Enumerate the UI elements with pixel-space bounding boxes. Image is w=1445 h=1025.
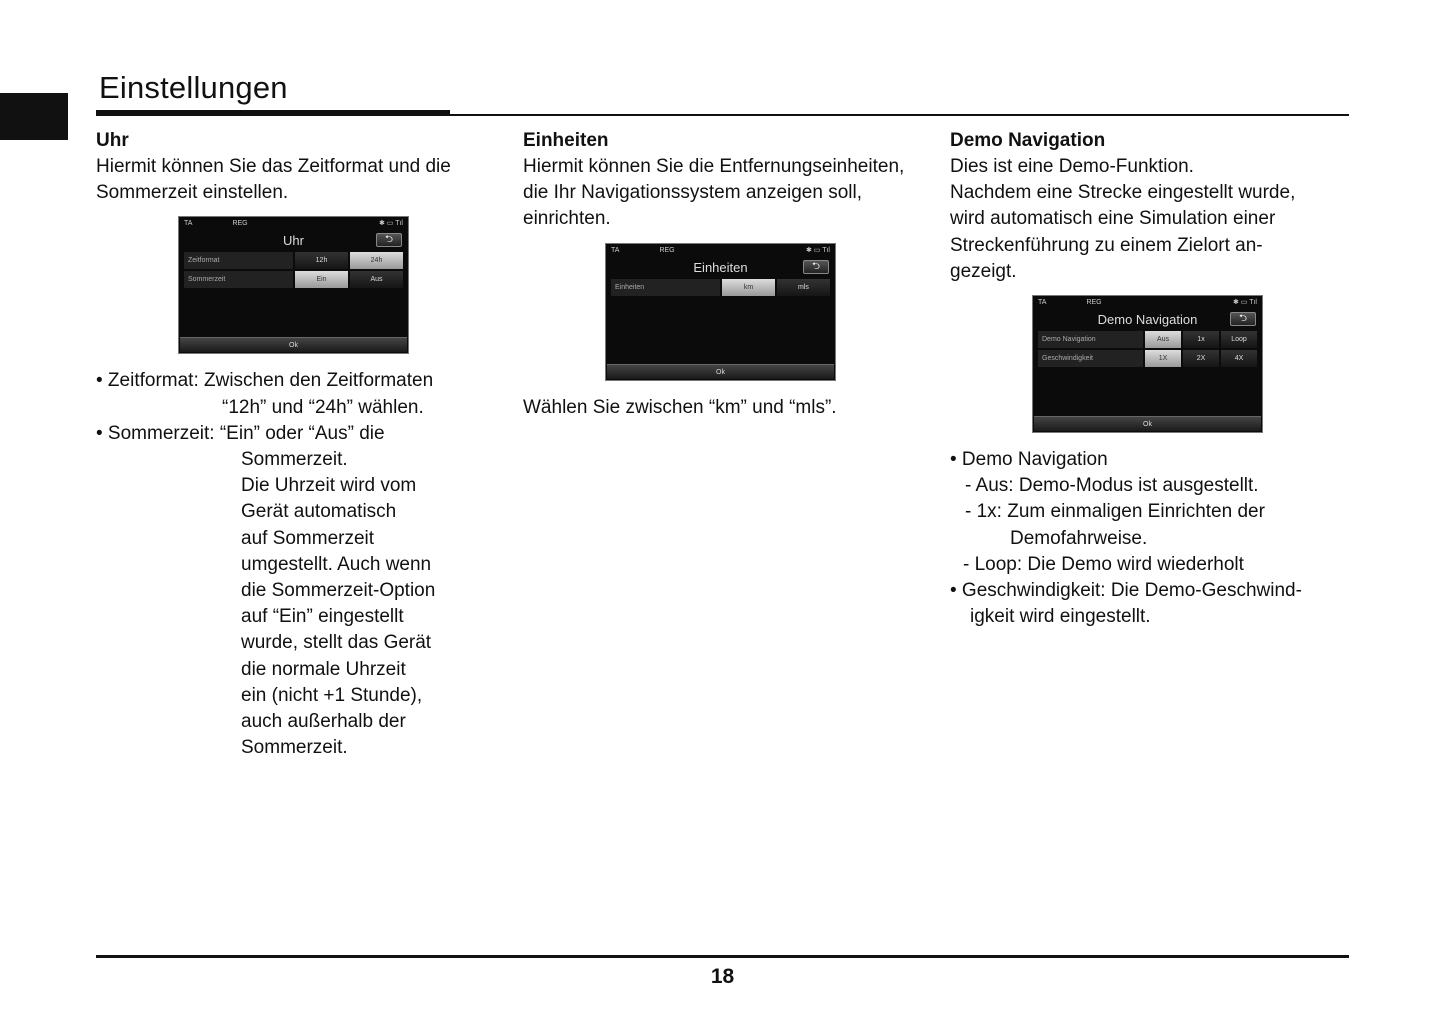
option-button[interactable]: Aus bbox=[1145, 331, 1181, 348]
intro-line: Hiermit können Sie das Zeitformat und die bbox=[96, 156, 451, 177]
bullet-line: ein (nicht +1 Stunde), bbox=[241, 684, 423, 706]
intro-line: Dies ist eine Demo-Funktion. bbox=[950, 156, 1194, 177]
option-button[interactable]: Loop bbox=[1221, 331, 1257, 348]
option-button[interactable]: Ein bbox=[295, 271, 348, 288]
option-button[interactable]: 2X bbox=[1183, 350, 1219, 367]
bullet-line: - Loop: Die Demo wird wiederholt bbox=[963, 553, 1244, 575]
status-bar bbox=[179, 217, 408, 230]
setting-label: Geschwindigkeit bbox=[1038, 350, 1143, 367]
device-screenshot bbox=[605, 243, 836, 381]
option-button[interactable]: mls bbox=[777, 279, 830, 296]
status-icons: ✱ ▭ Tıl bbox=[805, 246, 830, 254]
intro-line: einrichten. bbox=[523, 208, 611, 230]
screen-title: Uhr bbox=[283, 233, 304, 249]
ok-button[interactable]: Ok bbox=[607, 364, 834, 379]
option-button[interactable]: 4X bbox=[1221, 350, 1257, 367]
bullet-line: auch außerhalb der bbox=[241, 711, 406, 733]
intro-line: Nachdem eine Strecke eingestellt wurde, bbox=[950, 182, 1296, 204]
bullet-line: umgestellt. Auch wenn bbox=[241, 553, 432, 575]
bullet-line: “12h” und “24h” wählen. bbox=[222, 396, 424, 418]
footer-rule bbox=[96, 955, 1349, 958]
section-heading: Einheiten bbox=[523, 130, 609, 151]
bullet-line: - 1x: Zum einmaligen Einrichten der bbox=[965, 501, 1265, 523]
status-icons: ✱ ▭ Tıl bbox=[378, 220, 403, 228]
title-rule bbox=[96, 114, 1349, 116]
bullet-line: auf “Ein” eingestellt bbox=[241, 606, 404, 628]
ok-button[interactable]: Ok bbox=[1034, 416, 1261, 431]
column-uhr bbox=[96, 128, 506, 761]
intro-line: Hiermit können Sie die Entfernungseinheiten, bbox=[523, 156, 905, 177]
bullet-line: Sommerzeit. bbox=[241, 737, 348, 759]
intro-line: die Ihr Navigationssystem anzeigen soll, bbox=[523, 182, 863, 204]
bullet-line: Sommerzeit. bbox=[241, 449, 348, 471]
intro-line: Streckenführung zu einem Zielort an- bbox=[950, 234, 1263, 256]
column-demo-navigation bbox=[950, 128, 1360, 630]
status-bar bbox=[606, 244, 835, 257]
bullet-line: • Sommerzeit: “Ein” oder “Aus” die bbox=[96, 422, 385, 444]
back-icon[interactable]: ⮌ bbox=[1230, 312, 1256, 326]
option-button[interactable]: 24h bbox=[350, 252, 403, 269]
setting-row bbox=[611, 279, 830, 296]
status-label: TA bbox=[611, 246, 620, 254]
bullet-line: - Aus: Demo-Modus ist ausgestellt. bbox=[965, 475, 1259, 497]
setting-label: Sommerzeit bbox=[184, 271, 293, 288]
bullet-line: Wählen Sie zwischen “km” und “mls”. bbox=[523, 396, 837, 418]
setting-label: Einheiten bbox=[611, 279, 720, 296]
back-icon[interactable]: ⮌ bbox=[803, 260, 829, 274]
option-button[interactable]: Aus bbox=[350, 271, 403, 288]
status-bar bbox=[1033, 296, 1262, 309]
column-einheiten bbox=[523, 128, 933, 421]
setting-label: Demo Navigation bbox=[1038, 331, 1143, 348]
chapter-tab bbox=[0, 93, 68, 140]
bullet-line: die Sommerzeit-Option bbox=[241, 580, 436, 602]
page-number: 18 bbox=[710, 965, 735, 988]
bullet-line: • Demo Navigation bbox=[950, 449, 1108, 471]
status-label: REG bbox=[1086, 299, 1102, 307]
page-title: Einstellungen bbox=[99, 70, 288, 105]
screen-title: Einheiten bbox=[693, 259, 748, 275]
option-button[interactable]: 1X bbox=[1145, 350, 1181, 367]
bullet-line: igkeit wird eingestellt. bbox=[970, 606, 1151, 628]
bullet-line: wurde, stellt das Gerät bbox=[241, 632, 432, 654]
status-label: REG bbox=[659, 246, 675, 254]
bullet-line: Gerät automatisch bbox=[241, 501, 397, 523]
setting-row bbox=[184, 252, 403, 269]
setting-row bbox=[1038, 331, 1257, 348]
bullet-line: Die Uhrzeit wird vom bbox=[241, 475, 417, 497]
status-icons: ✱ ▭ Tıl bbox=[1232, 299, 1257, 307]
setting-row bbox=[184, 271, 403, 288]
status-label: REG bbox=[232, 220, 248, 228]
intro-line: Sommerzeit einstellen. bbox=[96, 182, 289, 204]
bullet-line: • Geschwindigkeit: Die Demo-Geschwind- bbox=[950, 580, 1302, 602]
bullet-line: die normale Uhrzeit bbox=[241, 658, 406, 680]
intro-line: gezeigt. bbox=[950, 260, 1017, 282]
setting-row bbox=[1038, 350, 1257, 367]
device-screenshot bbox=[1032, 295, 1263, 433]
ok-button[interactable]: Ok bbox=[180, 337, 407, 352]
section-heading: Demo Navigation bbox=[950, 130, 1106, 151]
screen-title: Demo Navigation bbox=[1097, 312, 1198, 328]
back-icon[interactable]: ⮌ bbox=[376, 233, 402, 247]
device-screenshot bbox=[178, 216, 409, 354]
option-button[interactable]: 1x bbox=[1183, 331, 1219, 348]
bullet-line: auf Sommerzeit bbox=[241, 527, 375, 549]
option-button[interactable]: 12h bbox=[295, 252, 348, 269]
setting-label: Zeitformat bbox=[184, 252, 293, 269]
option-button[interactable]: km bbox=[722, 279, 775, 296]
section-heading: Uhr bbox=[96, 130, 129, 151]
status-label: TA bbox=[1038, 299, 1047, 307]
intro-line: wird automatisch eine Simulation einer bbox=[950, 208, 1276, 230]
bullet-line: Demofahrweise. bbox=[1010, 527, 1148, 549]
bullet-line: • Zeitformat: Zwischen den Zeitformaten bbox=[96, 370, 434, 392]
status-label: TA bbox=[184, 220, 193, 228]
